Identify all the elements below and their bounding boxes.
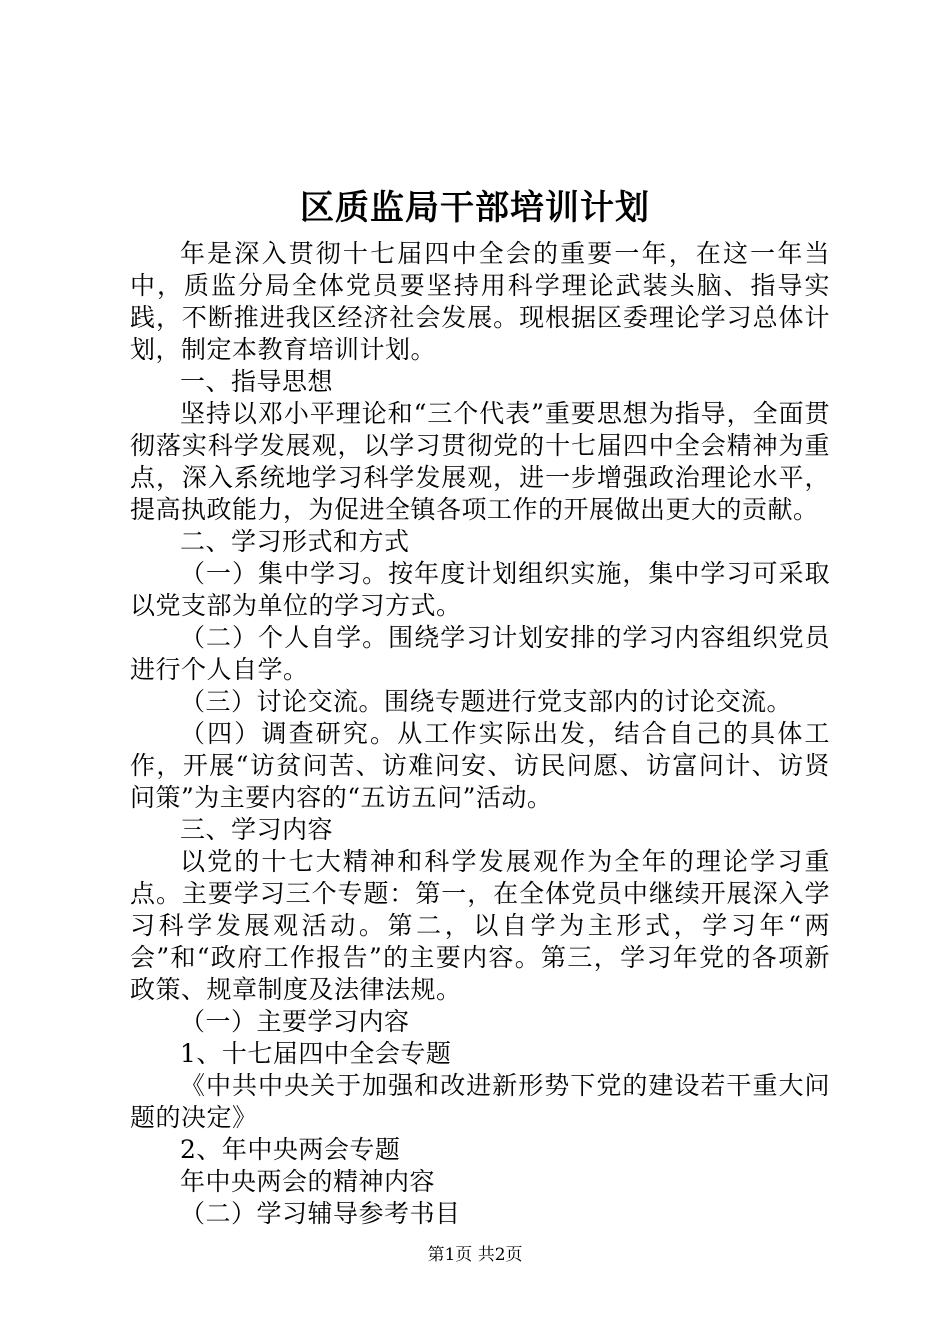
subsection-heading: （二）学习辅导参考书目 — [180, 1199, 461, 1228]
paragraph: （二）个人自学。围绕学习计划安排的学习内容组织党员进行个人自学。 — [130, 623, 830, 684]
document-body — [130, 238, 830, 1230]
list-item: 2、年中央两会专题 — [180, 1135, 401, 1164]
document-title: 区质监局干部培训计划 — [300, 188, 650, 228]
paragraph: 年中央两会的精神内容 — [180, 1167, 436, 1196]
section-heading: 三、学习内容 — [180, 815, 334, 844]
paragraph: 年是深入贯彻十七届四中全会的重要一年，在这一年当中，质监分局全体党员要坚持用科学理论武装头脑、指导实践，不断推进我区经济社会发展。现根据区委理论学习总体计划，制定本教育培训计划。 — [130, 239, 830, 364]
subsection-heading: （一）主要学习内容 — [180, 1007, 410, 1036]
page-footer: 第1页 共2页 — [427, 1245, 523, 1265]
paragraph: （四）调查研究。从工作实际出发，结合自己的具体工作，开展“访贫问苦、访难问安、访民问愿、访富问计、访贤问策”为主要内容的“五访五问”活动。 — [130, 719, 830, 812]
list-item: 1、十七届四中全会专题 — [180, 1039, 452, 1068]
paragraph: 《中共中央关于加强和改进新形势下党的建设若干重大问题的决定》 — [130, 1071, 830, 1132]
section-heading: 一、指导思想 — [180, 367, 334, 396]
paragraph: 坚持以邓小平理论和“三个代表”重要思想为指导，全面贯彻落实科学发展观，以学习贯彻党的十七届四中全会精神为重点，深入系统地学习科学发展观，进一步增强政治理论水平，提高执政能力，为促进全镇各项工作的开展做出更大的贡献。 — [130, 399, 830, 524]
paragraph: （一）集中学习。按年度计划组织实施，集中学习可采取以党支部为单位的学习方式。 — [130, 559, 830, 620]
paragraph: （三）讨论交流。围绕专题进行党支部内的讨论交流。 — [180, 687, 793, 716]
paragraph: 以党的十七大精神和科学发展观作为全年的理论学习重点。主要学习三个专题：第一，在全体党员中继续开展深入学习科学发展观活动。第二，以自学为主形式，学习年“两会”和“政府工作报告”的主要内容。第三，学习年党的各项新政策、规章制度及法律法规。 — [130, 847, 830, 1004]
section-heading: 二、学习形式和方式 — [180, 527, 410, 556]
